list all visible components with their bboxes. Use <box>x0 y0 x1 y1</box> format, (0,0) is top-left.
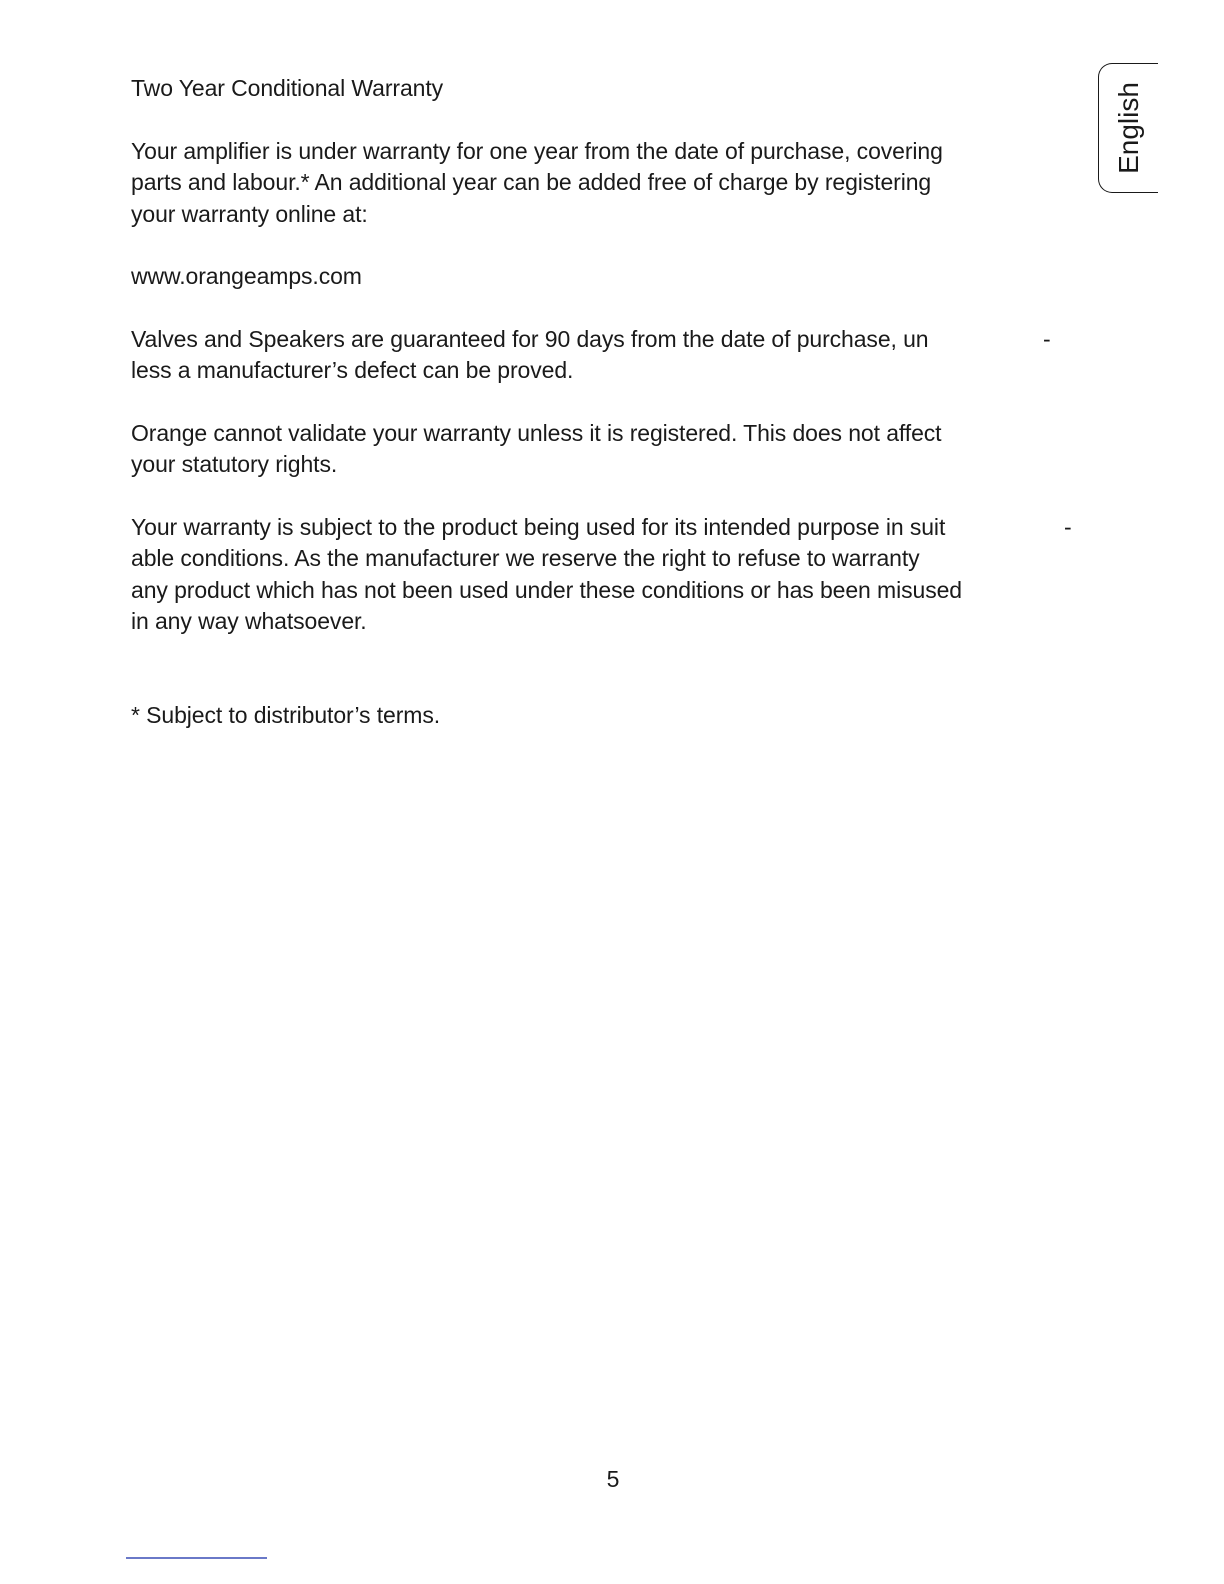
hyphen-mark: - <box>1064 514 1072 540</box>
text-line: less a manufacturer’s defect can be proved. <box>131 357 574 384</box>
language-tab <box>1098 63 1158 193</box>
language-tab-label: English <box>1112 82 1144 174</box>
text-line: parts and labour.* An additional year can be added free of charge by registering <box>131 169 932 196</box>
text-line: your statutory rights. <box>131 451 338 478</box>
text-line: any product which has not been used under these conditions or has been misused <box>131 576 962 603</box>
page-number: 5 <box>606 1466 620 1492</box>
hyphen-mark: - <box>1043 326 1051 352</box>
text-line: in any way whatsoever. <box>131 607 367 634</box>
text-line: Valves and Speakers are guaranteed for 90 days from the date of purchase, un <box>131 326 929 352</box>
footnote: * Subject to distributor’s terms. <box>131 702 441 728</box>
website-address: www.orangeamps.com <box>131 263 362 289</box>
footer-rule <box>126 1557 267 1559</box>
text-line: Your warranty is subject to the product being used for its intended purpose in suit <box>131 514 946 540</box>
registration-paragraph <box>131 418 1031 481</box>
valves-paragraph <box>131 324 1031 387</box>
text-line: Your amplifier is under warranty for one year from the date of purchase, covering <box>131 138 943 164</box>
conditions-paragraph <box>131 512 1031 637</box>
text-line: Orange cannot validate your warranty unless it is registered. This does not affect <box>131 420 942 446</box>
intro-paragraph <box>131 136 1031 230</box>
warranty-heading: Two Year Conditional Warranty <box>131 75 444 101</box>
text-line: your warranty online at: <box>131 200 368 227</box>
text-line: able conditions. As the manufacturer we reserve the right to refuse to warranty <box>131 545 920 572</box>
